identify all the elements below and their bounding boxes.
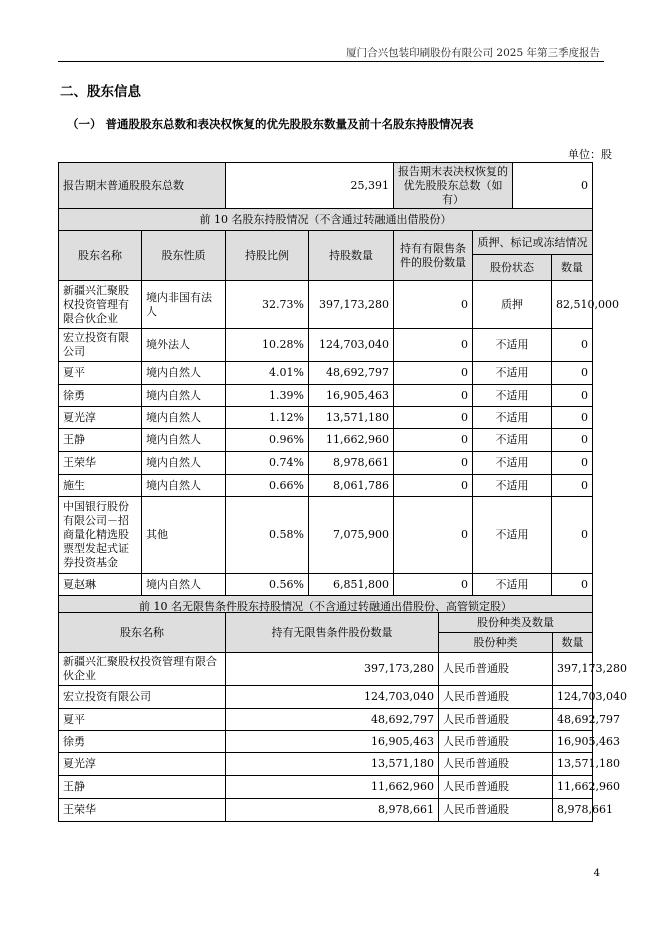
pledge-quantity: 0 (552, 385, 593, 407)
holding-quantity: 8,061,786 (309, 475, 394, 497)
table-row (59, 385, 593, 407)
section-title: 二、股东信息 (60, 84, 141, 100)
shareholder-name: 王荣华 (59, 452, 142, 475)
shareholder-name: 宏立投资有限公司 (59, 329, 142, 362)
table-row (59, 753, 593, 776)
pledge-status: 质押 (473, 281, 552, 329)
header-pledge-status: 股份状态 (473, 255, 552, 281)
restricted-quantity: 0 (394, 475, 473, 497)
summary-row (59, 163, 593, 209)
header-nature: 股东性质 (142, 231, 226, 281)
holding-ratio: 32.73% (226, 281, 309, 329)
share-amount: 397,173,280 (553, 653, 593, 686)
holding-ratio: 10.28% (226, 329, 309, 362)
restricted-quantity: 0 (394, 362, 473, 385)
table-row (59, 452, 593, 475)
pledge-status: 不适用 (473, 497, 552, 574)
pledge-status: 不适用 (473, 574, 552, 596)
unrestricted-header-row (59, 613, 593, 633)
restricted-quantity: 0 (394, 385, 473, 407)
pledge-quantity: 0 (552, 329, 593, 362)
shareholder-name: 夏平 (59, 709, 226, 731)
restricted-quantity: 0 (394, 407, 473, 429)
share-amount: 124,703,040 (553, 686, 593, 709)
share-type: 人民币普通股 (439, 753, 553, 776)
table-row (59, 776, 593, 799)
shareholder-name: 徐勇 (59, 385, 142, 407)
restricted-quantity: 0 (394, 574, 473, 596)
share-type: 人民币普通股 (439, 709, 553, 731)
pledge-quantity: 0 (552, 497, 593, 574)
top10-section-header-row (59, 209, 593, 231)
share-amount: 48,692,797 (553, 709, 593, 731)
holding-ratio: 4.01% (226, 362, 309, 385)
unit-label: 单位：股 (568, 148, 612, 161)
table-row (59, 686, 593, 709)
header-name: 股东名称 (59, 231, 142, 281)
pledge-status: 不适用 (473, 329, 552, 362)
unrestricted-quantity: 13,571,180 (226, 753, 439, 776)
unrestricted-shareholder-table (58, 612, 627, 822)
shareholder-nature: 境内自然人 (142, 385, 226, 407)
shareholder-name: 王荣华 (59, 799, 226, 822)
shareholder-nature: 境外法人 (142, 329, 226, 362)
restricted-quantity: 0 (394, 452, 473, 475)
holding-ratio: 1.12% (226, 407, 309, 429)
table-row (59, 731, 593, 753)
holding-quantity: 397,173,280 (309, 281, 394, 329)
header-restricted: 持有有限售条件的股份数量 (394, 231, 473, 281)
pledge-status: 不适用 (473, 385, 552, 407)
pledge-quantity: 0 (552, 407, 593, 429)
header-share-type: 股份种类 (439, 633, 553, 653)
holding-ratio: 0.56% (226, 574, 309, 596)
holding-quantity: 7,075,900 (309, 497, 394, 574)
unrestricted-quantity: 124,703,040 (226, 686, 439, 709)
unrestricted-section-header: 前 10 名无限售条件股东持股情况（不含通过转融通出借股份、高管锁定股） (59, 596, 593, 618)
holding-ratio: 0.96% (226, 429, 309, 452)
restricted-quantity: 0 (394, 281, 473, 329)
header-divider (58, 61, 604, 62)
holding-quantity: 6,851,800 (309, 574, 394, 596)
pledge-status: 不适用 (473, 475, 552, 497)
holding-ratio: 0.74% (226, 452, 309, 475)
table-row (59, 653, 593, 686)
share-type: 人民币普通股 (439, 686, 553, 709)
table-row (59, 475, 593, 497)
pledge-quantity: 0 (552, 362, 593, 385)
share-type: 人民币普通股 (439, 799, 553, 822)
holding-quantity: 48,692,797 (309, 362, 394, 385)
header-pledge-group: 质押、标记或冻结情况 (473, 231, 593, 255)
shareholder-name: 新疆兴汇聚股权投资管理有限合伙企业 (59, 653, 226, 686)
shareholder-name: 宏立投资有限公司 (59, 686, 226, 709)
shareholder-name: 夏光淳 (59, 753, 226, 776)
holding-ratio: 0.66% (226, 475, 309, 497)
table-row (59, 362, 593, 385)
table-row (59, 799, 593, 822)
unrestricted-quantity: 8,978,661 (226, 799, 439, 822)
table-row (59, 497, 593, 574)
shareholder-name: 徐勇 (59, 731, 226, 753)
table-row (59, 574, 593, 596)
table-row (59, 407, 593, 429)
holding-quantity: 11,662,960 (309, 429, 394, 452)
header-ratio: 持股比例 (226, 231, 309, 281)
header-name: 股东名称 (59, 613, 226, 653)
top10-header-row (59, 231, 593, 255)
preferred-shareholders-label: 报告期末表决权恢复的优先股股东总数（如有） (394, 163, 513, 209)
unrestricted-quantity: 16,905,463 (226, 731, 439, 753)
page-number: 4 (593, 868, 600, 879)
pledge-status: 不适用 (473, 407, 552, 429)
share-amount: 8,978,661 (553, 799, 593, 822)
holding-quantity: 16,905,463 (309, 385, 394, 407)
pledge-status: 不适用 (473, 452, 552, 475)
header-share-type-group: 股份种类及数量 (439, 613, 593, 633)
total-shareholders-label: 报告期末普通股股东总数 (59, 163, 226, 209)
restricted-quantity: 0 (394, 497, 473, 574)
share-type: 人民币普通股 (439, 776, 553, 799)
subsection-title: （一） 普通股股东总数和表决权恢复的优先股股东数量及前十名股东持股情况表 (67, 117, 474, 131)
share-type: 人民币普通股 (439, 731, 553, 753)
holding-quantity: 8,978,661 (309, 452, 394, 475)
total-shareholders-value: 25,391 (226, 163, 394, 209)
document-header-title: 厦门合兴包装印刷股份有限公司 2025 年第三季度报告 (346, 47, 600, 59)
shareholder-name: 夏光淳 (59, 407, 142, 429)
unrestricted-quantity: 48,692,797 (226, 709, 439, 731)
shareholder-nature: 境内自然人 (142, 429, 226, 452)
share-amount: 16,905,463 (553, 731, 593, 753)
pledge-quantity: 0 (552, 475, 593, 497)
pledge-quantity: 82,510,000 (552, 281, 593, 329)
table-row (59, 329, 593, 362)
shareholder-table (58, 162, 619, 618)
table-row (59, 429, 593, 452)
shareholder-nature: 境内自然人 (142, 475, 226, 497)
table-row (59, 281, 593, 329)
unrestricted-quantity: 397,173,280 (226, 653, 439, 686)
shareholder-name: 夏赵琳 (59, 574, 142, 596)
shareholder-nature: 境内非国有法人 (142, 281, 226, 329)
restricted-quantity: 0 (394, 329, 473, 362)
holding-quantity: 13,571,180 (309, 407, 394, 429)
header-unrestricted-quantity: 持有无限售条件股份数量 (226, 613, 439, 653)
shareholder-name: 施生 (59, 475, 142, 497)
shareholder-name: 新疆兴汇聚股权投资管理有限合伙企业 (59, 281, 142, 329)
share-amount: 11,662,960 (553, 776, 593, 799)
shareholder-nature: 其他 (142, 497, 226, 574)
preferred-shareholders-value: 0 (513, 163, 593, 209)
header-share-amount: 数量 (553, 633, 593, 653)
unrestricted-quantity: 11,662,960 (226, 776, 439, 799)
header-quantity: 持股数量 (309, 231, 394, 281)
shareholder-name: 王静 (59, 776, 226, 799)
pledge-quantity: 0 (552, 452, 593, 475)
holding-quantity: 124,703,040 (309, 329, 394, 362)
holding-ratio: 1.39% (226, 385, 309, 407)
share-type: 人民币普通股 (439, 653, 553, 686)
shareholder-name: 王静 (59, 429, 142, 452)
pledge-status: 不适用 (473, 362, 552, 385)
pledge-quantity: 0 (552, 429, 593, 452)
shareholder-name: 夏平 (59, 362, 142, 385)
header-pledge-quantity: 数量 (552, 255, 593, 281)
shareholder-nature: 境内自然人 (142, 452, 226, 475)
pledge-quantity: 0 (552, 574, 593, 596)
pledge-status: 不适用 (473, 429, 552, 452)
top10-section-header: 前 10 名股东持股情况（不含通过转融通出借股份） (59, 209, 593, 231)
shareholder-name: 中国银行股份有限公司－招商量化精选股票型发起式证券投资基金 (59, 497, 142, 574)
restricted-quantity: 0 (394, 429, 473, 452)
holding-ratio: 0.58% (226, 497, 309, 574)
shareholder-nature: 境内自然人 (142, 407, 226, 429)
shareholder-nature: 境内自然人 (142, 362, 226, 385)
share-amount: 13,571,180 (553, 753, 593, 776)
shareholder-nature: 境内自然人 (142, 574, 226, 596)
table-row (59, 709, 593, 731)
